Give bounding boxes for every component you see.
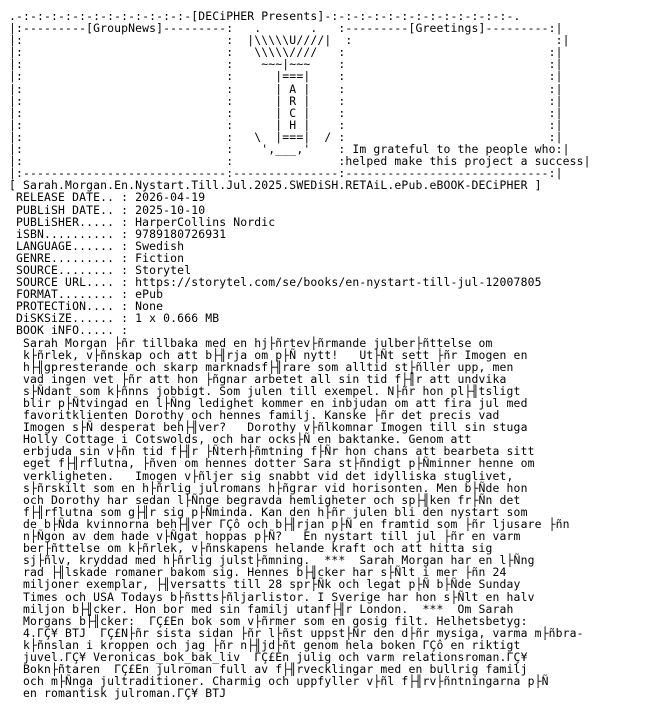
nfo-line: Holly Cottage i Cotswolds, och har ocks├Ñ en baktanke. Genom att <box>9 432 472 447</box>
nfo-line: Morgans b├╢cker: ΓÇ£En bok som v├ñrmer som en gosig filt. Helhetsbetyg: <box>9 613 528 628</box>
nfo-line: |: : \ |===| / : :| <box>9 129 563 144</box>
nfo-line: och Dorothy har sedan l├Ñnge begravda hemligheter och sp├╢ken fr├Ñn det <box>9 492 521 507</box>
nfo-line: [ Sarah.Morgan.En.Nystart.Till.Jul.2025.SWEDiSH.RETAiL.ePub.eBOOK-DECiPHER ] <box>9 178 542 193</box>
nfo-line: favoritklienten Dorothy och hennes familj. Kanske ├ñr det precis vad <box>9 408 500 423</box>
nfo-line: |:---------[GroupNews]---------: . . :---------[Greetings]---------:| <box>9 21 563 36</box>
nfo-line: ber├ñttelse om k├ñrlek, v├ñnskapens helande kraft och att hitta sig <box>9 541 493 556</box>
nfo-line: PUBLiSH DATE.. : 2025-10-10 <box>9 202 206 217</box>
nfo-line: Sarah Morgan ├ñr tillbaka med en hj├ñrtev├ñrmande julber├ñttelse om <box>9 335 493 350</box>
nfo-line: juvel.ΓÇ¥ Veronicas_bok_bak_liv ΓÇ£En julig och varm relationsroman.ΓÇ¥ <box>9 649 528 664</box>
nfo-line: |: : | R | : :| <box>9 93 563 108</box>
nfo-line: SOURCE........ : Storytel <box>9 262 192 277</box>
nfo-line: iSBN.......... : 9789180726931 <box>9 226 227 241</box>
nfo-line: RELEASE DATE.. : 2026-04-19 <box>9 190 206 205</box>
nfo-line: FORMAT........ : ePub <box>9 287 164 302</box>
nfo-line: n├Ñgon av dem hade v├Ñgat hoppas p├Ñ? En nystart till jul ├ñr en varm <box>9 529 521 544</box>
nfo-line: DiSKSiZE...... : 1 x 0.666 MB <box>9 311 220 326</box>
nfo-line: LANGUAGE...... : Swedish <box>9 238 185 253</box>
nfo-line: k├ñnslan i kroppen och jag ├ñr n├╢jd├ñt genom hela boken ΓÇô en riktigt <box>9 637 521 652</box>
nfo-line: PUBLiSHER..... : HarperCollins Nordic <box>9 214 276 229</box>
nfo-line: BOOK iNFO..... : <box>9 323 129 338</box>
nfo-line: GENRE......... : Fiction <box>9 250 185 265</box>
nfo-line: miljoner exemplar, ├╢versatts till 28 spr├Ñk och legat p├Ñ b├Ñde Sunday <box>9 577 521 592</box>
nfo-line: f├╢rflutna som g├╢r sig p├Ñminda. Kan den h├ñr julen bli den nystart som <box>9 504 528 519</box>
nfo-line: |: : |\\\\\U////| : :| <box>9 33 570 48</box>
nfo-line: k├ñrlek, v├ñnskap och att b├╢rja om p├Ñ nytt! Ut├Ñt sett ├ñr Imogen en <box>9 347 528 362</box>
nfo-line: miljon b├╢cker. Hon bor med sin familj utanf├╢r London. *** Om Sarah <box>9 601 514 616</box>
nfo-line: |:-----------------------------:---------------:-----------------------------:| <box>9 166 563 181</box>
nfo-line: |: : \\\\\//// : :| <box>9 45 563 60</box>
nfo-line: |: : ',___,' : Im grateful to the people who:| <box>9 142 570 157</box>
nfo-line: |: : | C | : :| <box>9 105 563 120</box>
nfo-line: .-:-:-:-:-:-:-:-:-:-:-:-:-[DECiPHER Presents]-:-:-:-:-:-:-:-:-:-:-:-:-:-. <box>9 9 521 23</box>
nfo-line: blir p├Ñtvingad en l├Ñng ledighet kommer en inbjudan om att fira jul med <box>9 396 528 410</box>
nfo-line: sj├ñlv, kryddad med h├ñrlig julst├ñmning. *** Sarah Morgan har en l├Ñng <box>9 553 535 568</box>
nfo-line: s├ñrskilt som en h├ñrlig julromans h├ñgrar vid horisonten. Men b├Ñde hon <box>9 480 528 495</box>
nfo-line: de b├Ñda kvinnorna beh├╢ver ΓÇô och b├╢rjan p├Ñ en framtid som ├ñr ljusare ├ñn <box>9 516 570 531</box>
nfo-line: verkligheten. Imogen v├ñljer sig snabbt vid det idylliska stuglivet, <box>9 468 514 483</box>
nfo-line: 4.ΓÇ¥ BTJ ΓÇ£N├ñr sista sidan ├ñr l├ñst uppst├Ñr den d├ñr mysiga, varma m├ñbra- <box>9 625 584 640</box>
nfo-line: Imogen s├Ñ desperat beh├╢ver? Dorothy v├ñlkomnar Imogen till sin stuga <box>9 420 528 435</box>
nfo-line: rad ├╢lskade romaner bakom sig. Hennes b├╢cker har s├Ñlt i mer ├ñn 24 <box>9 565 507 580</box>
nfo-line: Bokn├ñtaren ΓÇ£En julroman full av f├╢rvecklingar med en bullrig familj <box>9 662 528 677</box>
nfo-line: |: : | H | : :| <box>9 117 563 132</box>
nfo-line: och m├Ñnga jultraditioner. Charmig och uppfyller v├ñl f├╢rv├ñntningarna p├Ñ <box>9 674 549 689</box>
nfo-text <box>9 10 672 699</box>
nfo-line: vad ingen vet ├ñr att hon ├ñgnar arbetet all sin tid f├╢r att undvika <box>9 371 507 386</box>
nfo-line: |: : ~~~|~~~ : :| <box>9 57 563 72</box>
nfo-line: Times och USA Todays b├ñstts├ñljarlistor. I Sverige har hon s├Ñlt en halv <box>9 589 535 604</box>
nfo-line: |: : :helped make this project a success| <box>9 154 591 169</box>
nfo-line: h├╢gpresterande och skarp marknadsf├╢rare som alltid st├ñller upp, men <box>9 359 514 374</box>
nfo-line: s├Ñdant som k├ñnns jobbigt. Som julen till exempel. N├ñr hon pl├╢tsligt <box>9 383 521 398</box>
nfo-line: PROTECTiON.... : None <box>9 299 164 314</box>
nfo-line: en romantisk julroman.ΓÇ¥ BTJ <box>9 686 227 701</box>
nfo-line: eget f├╢rflutna, ├ñven om hennes dotter Sara st├ñndigt p├Ñminner henne om <box>9 456 535 471</box>
nfo-line: SOURCE URL.... : https://storytel.com/se/books/en-nystart-till-jul-12007805 <box>9 275 542 290</box>
nfo-line: erbjuda sin v├ñn tid f├╢r ├Ñterh├ñmtning f├Ñr hon chans att bearbeta sitt <box>9 444 535 459</box>
nfo-line: |: : |===| : :| <box>9 69 563 84</box>
nfo-line: |: : | A | : :| <box>9 81 563 96</box>
